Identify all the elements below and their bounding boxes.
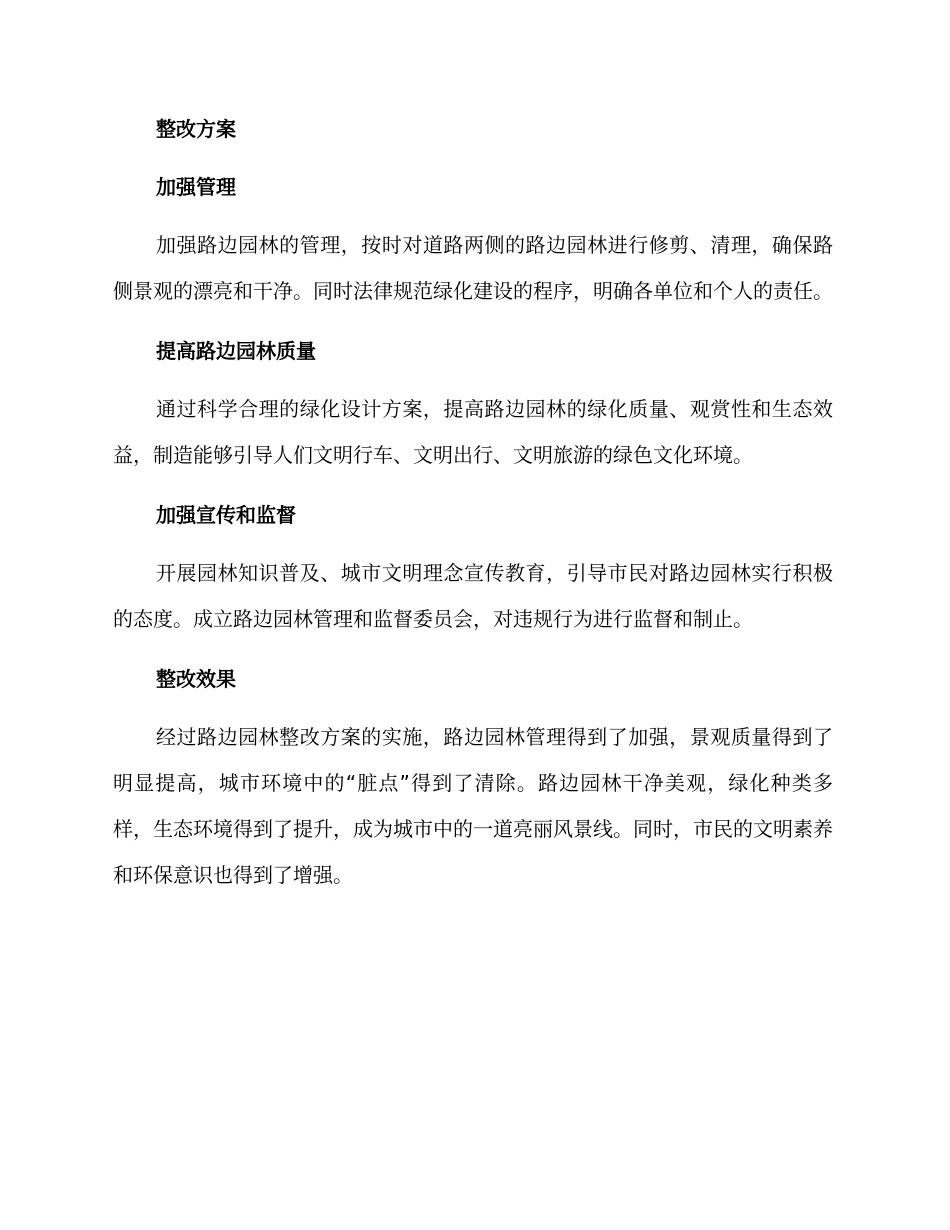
section-body-quality: 通过科学合理的绿化设计方案，提高路边园林的绿化质量、观赏性和生态效益，制造能够引导人们文明行车、文明出行、文明旅游的绿色文化环境。	[113, 397, 833, 467]
section-heading-quality: 提高路边园林质量	[156, 339, 316, 363]
section-body-management: 加强路边园林的管理，按时对道路两侧的路边园林进行修剪、清理，确保路侧景观的漂亮和干净。同时法律规范绿化建设的程序，明确各单位和个人的责任。	[113, 233, 833, 303]
section-body-publicity: 开展园林知识普及、城市文明理念宣传教育，引导市民对路边园林实行积极的态度。成立路边园林管理和监督委员会，对违规行为进行监督和制止。	[113, 561, 833, 631]
document-title: 整改方案	[156, 117, 236, 141]
section-heading-management: 加强管理	[156, 175, 236, 199]
document-content	[113, 106, 833, 912]
section-body-results: 经过路边园林整改方案的实施，路边园林管理得到了加强，景观质量得到了明显提高，城市环境中的“脏点”得到了清除。路边园林干净美观，绿化种类多样，生态环境得到了提升，成为城市中的一道亮丽风景线。同时，市民的文明素养和环保意识也得到了增强。	[113, 725, 833, 887]
section-heading-publicity: 加强宣传和监督	[156, 503, 296, 527]
section-heading-results: 整改效果	[156, 667, 236, 691]
